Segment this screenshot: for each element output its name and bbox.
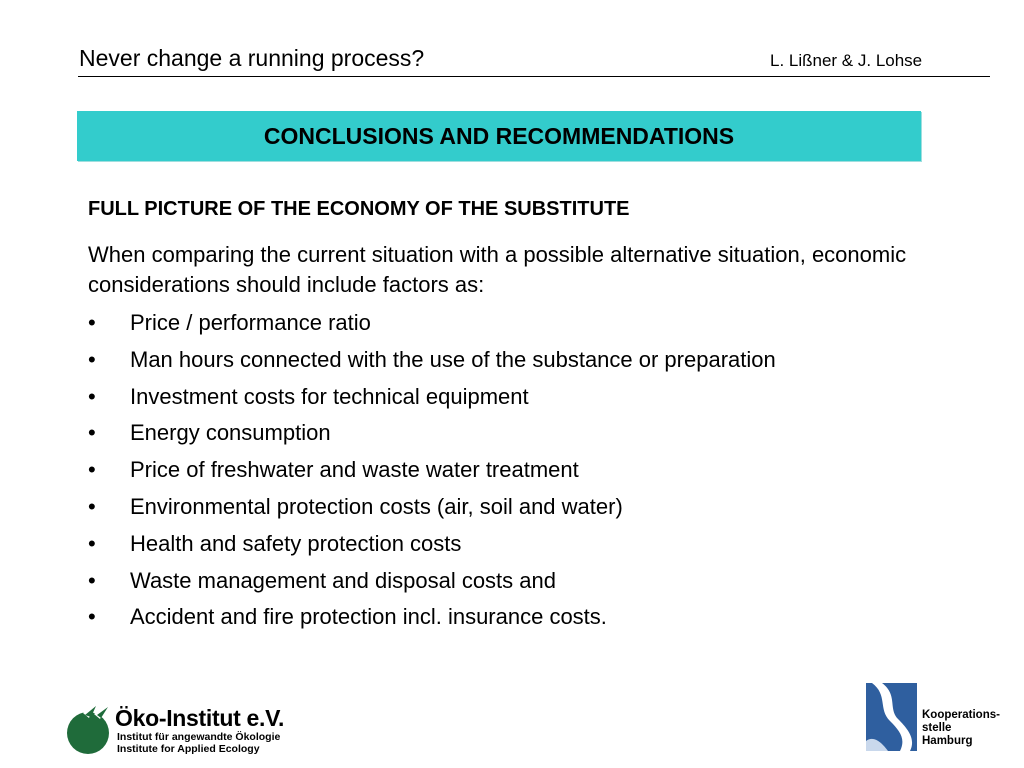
bullet-icon: • [88, 346, 96, 372]
river-wave-icon [866, 683, 917, 751]
list-item-text: Environmental protection costs (air, soil and water) [130, 493, 623, 519]
header-title: Never change a running process? [79, 45, 425, 71]
bullet-icon: • [88, 567, 96, 593]
bullet-icon: • [88, 420, 96, 446]
list-item-text: Man hours connected with the use of the substance or preparation [130, 346, 776, 372]
list-item-text: Health and safety protection costs [130, 530, 462, 556]
bullet-icon: • [88, 383, 96, 409]
koop-logo-text [922, 709, 1000, 748]
list-item-text: Accident and fire protection incl. insurance costs. [130, 604, 607, 630]
header-divider [78, 76, 990, 77]
banner-title: CONCLUSIONS AND RECOMMENDATIONS [263, 122, 735, 149]
bullet-icon: • [88, 530, 96, 556]
oeko-institut-logo [66, 703, 296, 759]
bullet-icon: • [88, 604, 96, 630]
section-heading: FULL PICTURE OF THE ECONOMY OF THE SUBSTITUTE [88, 198, 630, 220]
list-item-text: Waste management and disposal costs and [130, 567, 556, 593]
title-banner [77, 111, 921, 161]
koop-logo-line-1: Kooperations- [922, 709, 1000, 721]
list-item-text: Energy consumption [130, 420, 331, 446]
koop-logo-line-2: stelle [922, 722, 952, 734]
kooperationsstelle-logo [865, 683, 1017, 753]
list-item-text: Price / performance ratio [130, 310, 371, 335]
oeko-logo-name: Öko-Institut e.V. [115, 705, 285, 731]
bullet-icon: • [88, 493, 96, 519]
oeko-leaf-icon [66, 703, 114, 755]
oeko-logo-subtitle-en: Institute for Applied Ecology [117, 743, 260, 755]
list-item-text: Price of freshwater and waste water treatment [130, 457, 579, 483]
bullet-icon: • [88, 310, 96, 335]
header-authors: L. Lißner & J. Lohse [770, 51, 923, 70]
list-item-text: Investment costs for technical equipment [130, 383, 529, 409]
oeko-logo-subtitle-de: Institut für angewandte Ökologie [117, 731, 281, 743]
koop-logo-line-3: Hamburg [922, 735, 973, 747]
bullet-icon: • [88, 457, 96, 483]
intro-paragraph: When comparing the current situation with a possible alternative situation, economic considerations should include factors as: [88, 242, 907, 297]
